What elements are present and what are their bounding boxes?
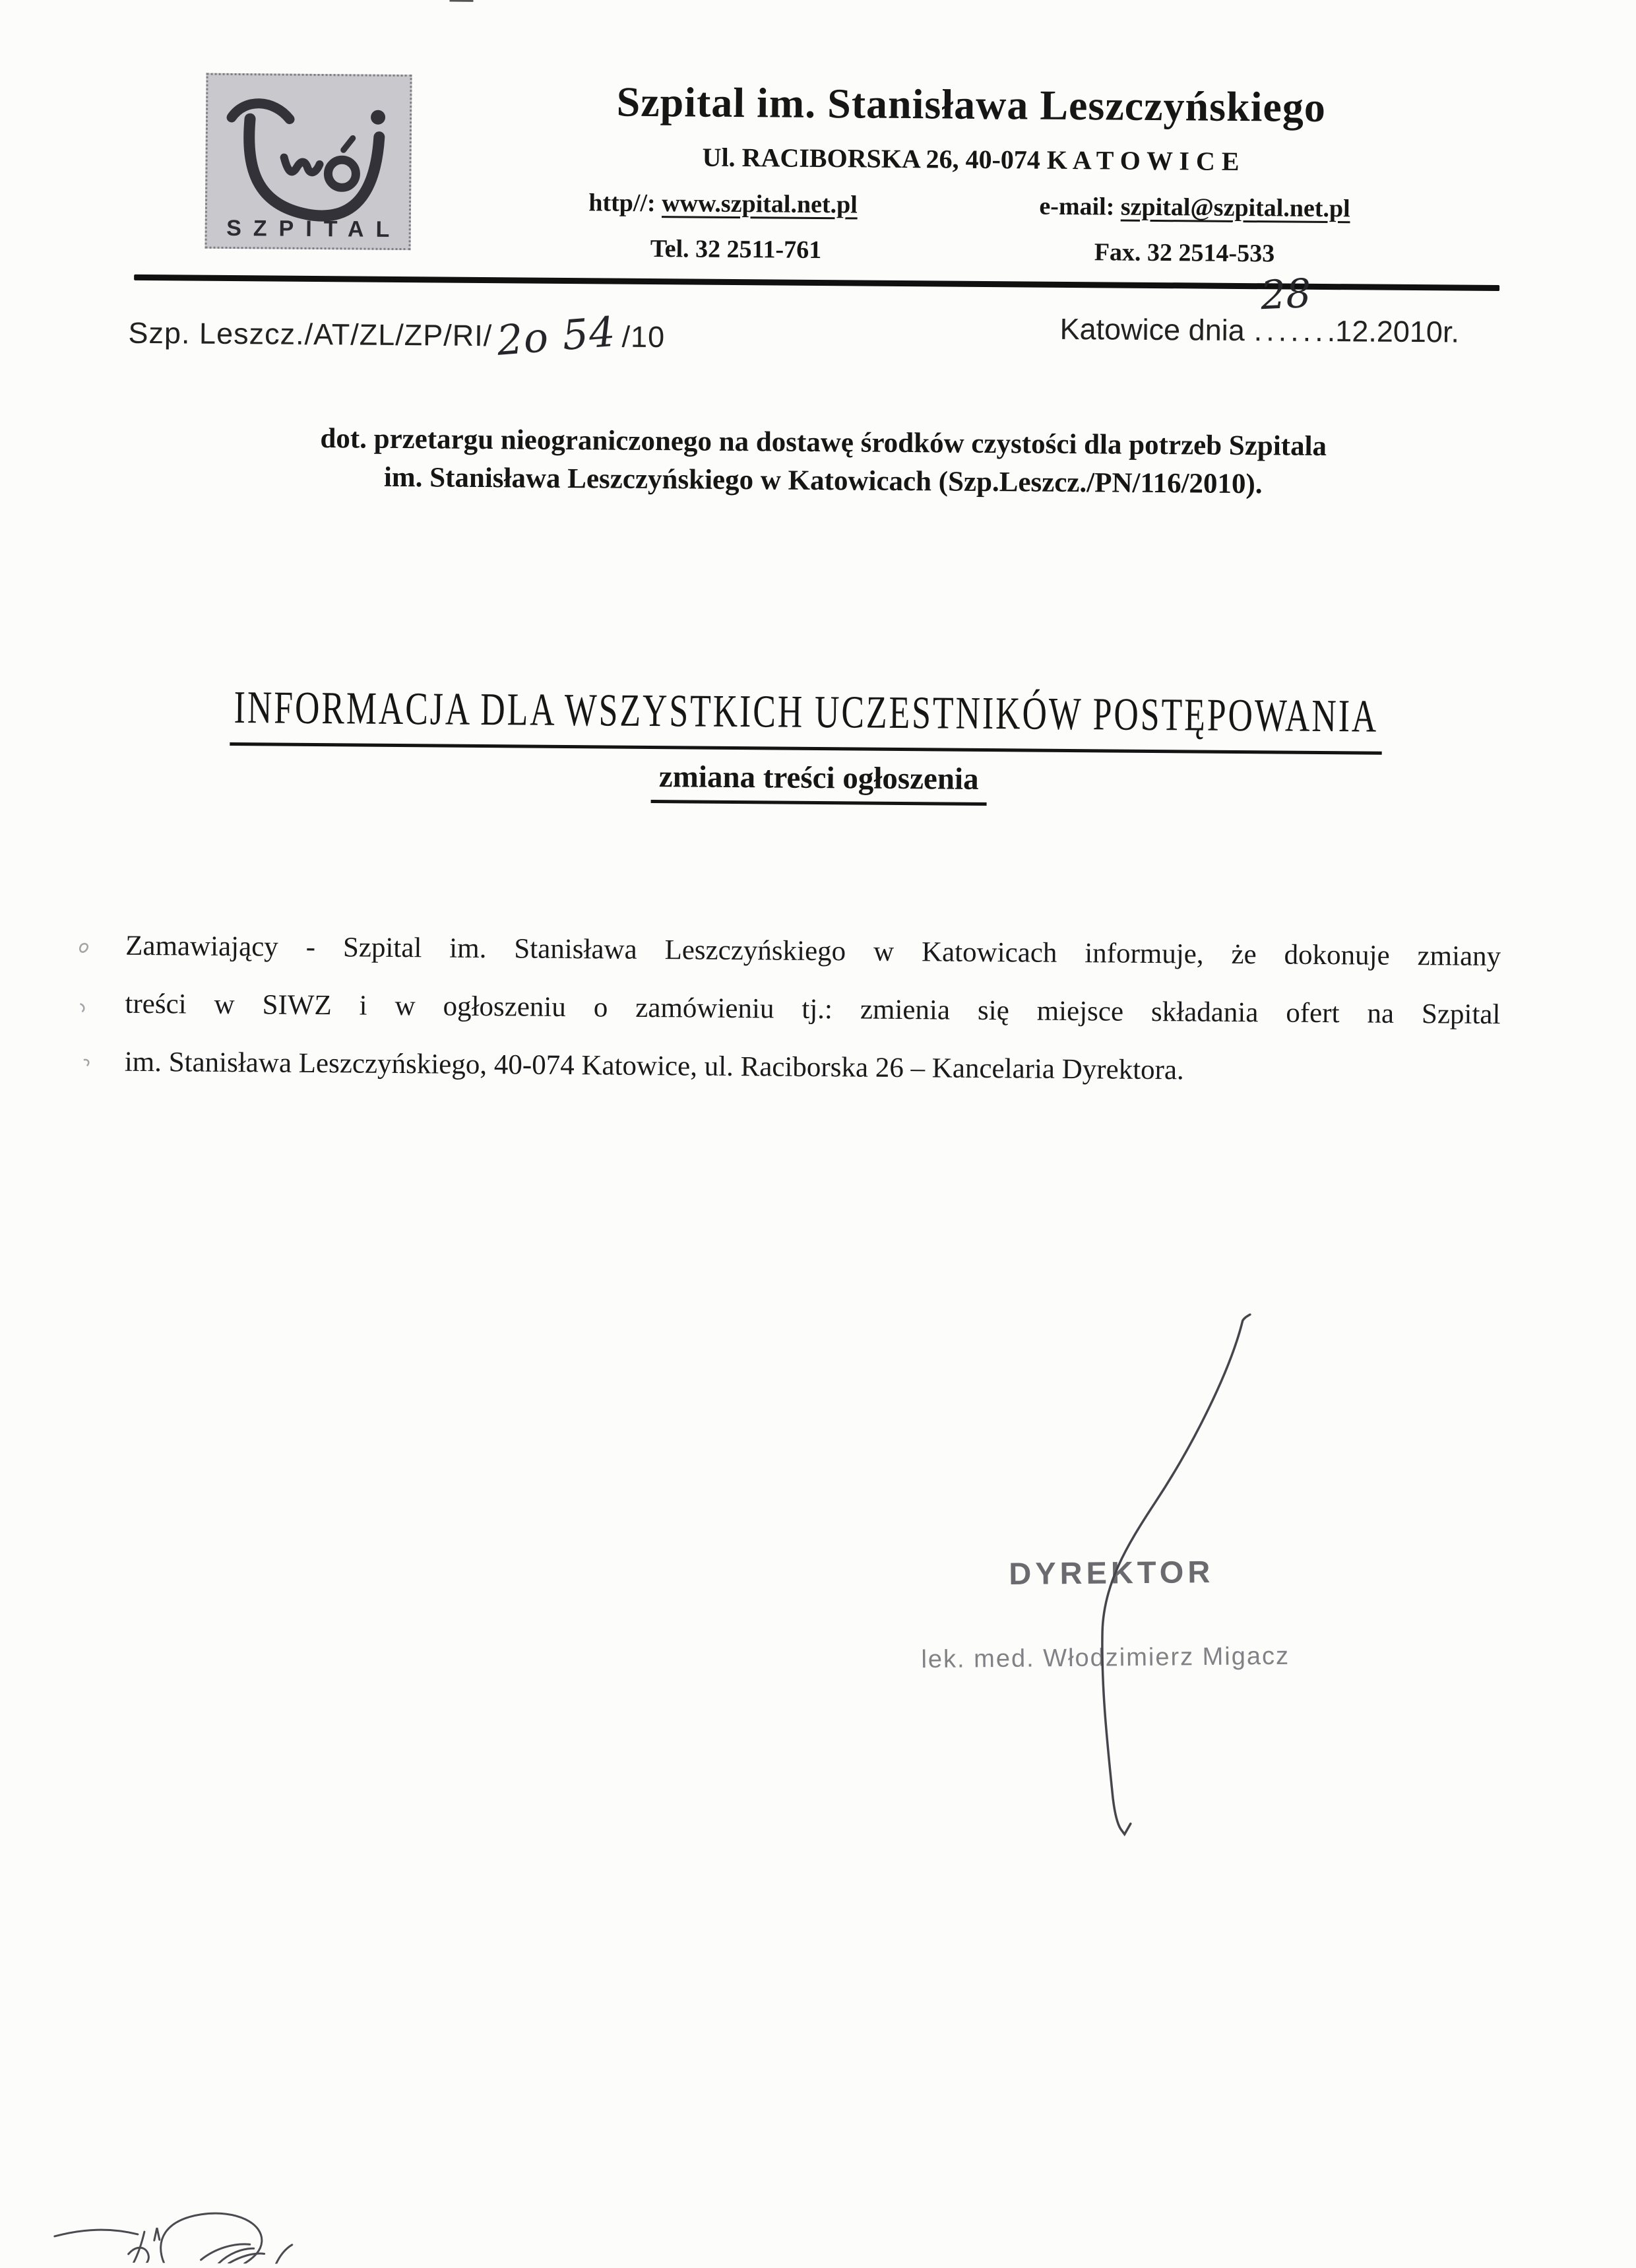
reference-line [128, 305, 666, 365]
reference-suffix: /10 [621, 319, 666, 354]
body-line-2: treści w SIWZ i w ogłoszeniu o zamówieniu tj.: zmienia się miejsce składania ofert na Szpital [125, 988, 1501, 1031]
initials-scribble [55, 2212, 293, 2264]
fax: Fax. 32 2514-533 [1094, 238, 1275, 268]
handwritten-reference-number: 2o 54 [495, 307, 617, 365]
director-stamp-title: DYREKTOR [1009, 1554, 1214, 1592]
scan-edge-speck [449, 0, 473, 2]
date-line [1059, 270, 1460, 350]
hospital-address: Ul. RACIBORSKA 26, 40-074 K A T O W I C E [702, 142, 1240, 176]
sub-heading: zmiana treści ogłoszenia [651, 759, 987, 806]
date-day-slot [1253, 270, 1327, 348]
website-line [588, 188, 858, 219]
body-line-1: Zamawiający - Szpital im. Stanisława Leszczyńskiego w Katowicach informuje, że dokonuje zmiany [125, 930, 1501, 973]
date-suffix: .12.2010r. [1327, 314, 1460, 349]
reference-prefix: Szp. Leszcz./AT/ZL/ZP/RI/ [128, 315, 493, 353]
website-label: http//: [588, 189, 656, 218]
date-prefix: Katowice dnia [1059, 311, 1245, 348]
subject-block [5, 417, 1636, 506]
scan-margin-artifacts [79, 944, 90, 1066]
hospital-logo [205, 73, 412, 250]
email-url: szpital@szpital.net.pl [1120, 193, 1350, 223]
subject-line-1: dot. przetargu nieograniczonego na dostawę środków czystości dla potrzeb Szpitala [320, 423, 1327, 463]
date-dotted-line: ...... [1253, 313, 1327, 348]
body-line-3: im. Stanisława Leszczyńskiego, 40-074 Katowice, ul. Raciborska 26 – Kancelaria Dyrektora. [124, 1046, 1184, 1086]
telephone: Tel. 32 2511-761 [650, 234, 822, 264]
main-heading: INFORMACJA DLA WSZYSTKICH UCZESTNIKÓW POSTĘPOWANIA [230, 682, 1382, 755]
body-paragraph [124, 917, 1501, 1102]
email-label: e-mail: [1039, 192, 1115, 221]
subject-line-2: im. Stanisława Leszczyńskiego w Katowicach (Szp.Leszcz./PN/116/2010). [383, 461, 1263, 500]
logo-szpital-label: SZPITAL [226, 215, 402, 242]
handwritten-day: 28 [1259, 270, 1313, 319]
website-url: www.szpital.net.pl [662, 189, 858, 219]
hospital-name: Szpital im. Stanisława Leszczyńskiego [616, 78, 1327, 131]
director-stamp-name: lek. med. Włodzimierz Migacz [921, 1642, 1290, 1674]
email-line [1039, 192, 1350, 224]
